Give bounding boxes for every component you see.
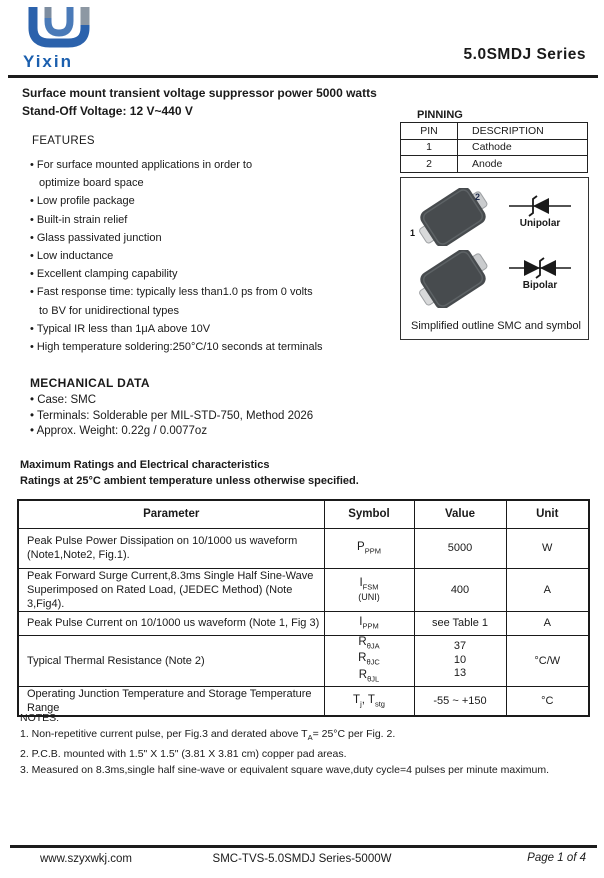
col-parameter: Parameter	[18, 500, 324, 528]
bipolar-label: Bipolar	[522, 280, 558, 291]
symbol-cell: $I_{FSM}$ (UNI)	[324, 568, 414, 611]
yixin-logo-icon	[22, 6, 98, 52]
notes-title: NOTES:	[20, 712, 60, 724]
pin-2-label: 2	[475, 192, 481, 202]
parameter-cell: Operating Junction Temperature and Storage Temperature Range	[18, 686, 324, 716]
bullet-icon: •	[30, 394, 35, 406]
value-cell: 37 10 13	[414, 635, 506, 686]
bullet-icon: •	[30, 195, 34, 208]
symbol-cell: $T_j$, $T_{stg}$	[324, 686, 414, 716]
bullet-icon: •	[30, 231, 34, 244]
ratings-heading	[20, 457, 359, 489]
col-value: Value	[414, 500, 506, 528]
symbol-cell: $P_{PPM}$	[324, 528, 414, 568]
pinning-header-row	[401, 123, 588, 140]
outline-box	[400, 177, 589, 340]
feature-line: • For surface mounted applications in order to	[30, 159, 253, 171]
unit-cell: °C/W	[506, 635, 589, 686]
value-cell: 400	[414, 568, 506, 611]
table-row	[18, 528, 589, 568]
smc-package-unipolar-image	[413, 188, 493, 246]
pinning-title: PINNING	[417, 109, 463, 121]
symbol-cell: $R_{\theta JA}$ $R_{\theta JC}$ $R_{\theta JL}$	[324, 635, 414, 686]
mechanical-item: • Approx. Weight: 0.22g / 0.0077oz	[30, 425, 208, 437]
pinning-table	[400, 122, 588, 173]
bullet-icon: •	[30, 425, 35, 437]
pinning-col-desc: DESCRIPTION	[458, 123, 588, 140]
pin-description: Anode	[458, 156, 588, 173]
feature-line: • Fast response time: typically less than1.0 ps from 0 volts	[30, 286, 313, 299]
table-row	[18, 611, 589, 635]
bullet-icon: •	[30, 268, 34, 281]
parameter-cell: Peak Pulse Power Dissipation on 10/1000 us waveform (Note1,Note2, Fig.1).	[18, 528, 324, 568]
bullet-icon: •	[30, 341, 34, 354]
notes-block	[20, 710, 549, 778]
pin-description: Cathode	[458, 139, 588, 156]
brand-text: Yixin	[23, 52, 73, 71]
feature-line: • Excellent clamping capability	[30, 268, 178, 281]
mechanical-title: MECHANICAL DATA	[30, 376, 150, 390]
smc-package-bipolar-image	[413, 250, 493, 308]
note-line-1: 1. Non-repetitive current pulse, per Fig.3 and derated above $T_A= 25^\circ C$ per Fig. 2.	[20, 728, 396, 743]
bullet-icon: •	[30, 286, 34, 299]
features-title: FEATURES	[32, 135, 95, 147]
pinning-row-1	[401, 139, 588, 156]
intro-line-1: Surface mount transient voltage suppressor power 5000 watts	[22, 86, 377, 100]
pin-number: 2	[401, 156, 458, 173]
note-line-2: 2. P.C.B. mounted with 1.5" X 1.5" (3.81 X 3.81 cm) copper pad areas.	[20, 748, 347, 761]
bullet-icon: •	[30, 213, 34, 226]
bipolar-diode-symbol-icon	[509, 257, 571, 279]
intro-block	[22, 85, 377, 120]
note-line-3: 3. Measured on 8.3ms,single half sine-wave or equivalent square wave,duty cycle=4 pulses per minute maximum.	[20, 764, 550, 777]
bullet-icon: •	[30, 250, 34, 263]
ratings-header-row	[18, 500, 589, 528]
mechanical-list	[30, 393, 313, 440]
parameter-cell: Peak Forward Surge Current,8.3ms Single Half Sine-Wave Superimposed on Rated Load, (JEDEC Method) (Note 3,Fig4).	[18, 568, 324, 611]
footer-page-number: Page 1 of 4	[527, 852, 586, 864]
footer-doc-id: SMC-TVS-5.0SMDJ Series-5000W	[212, 853, 392, 865]
feature-line: • Glass passivated junction	[30, 231, 162, 244]
parameter-cell: Peak Pulse Current on 10/1000 us waveform (Note 1, Fig 3)	[18, 611, 324, 635]
bullet-icon: •	[30, 322, 34, 335]
ratings-line-1: Maximum Ratings and Electrical characteristics	[20, 459, 270, 471]
unipolar-diode-symbol-icon	[509, 195, 571, 217]
ratings-table	[17, 499, 590, 717]
symbol-cell: $I_{PPM}$	[324, 611, 414, 635]
intro-line-2: Stand-Off Voltage: 12 V~440 V	[22, 103, 193, 118]
feature-line: • High temperature soldering:250°C/10 seconds at terminals	[30, 341, 323, 354]
feature-line: • Low inductance	[30, 250, 114, 263]
pin-number: 1	[401, 139, 458, 156]
feature-line: • Built-in strain relief	[30, 213, 128, 226]
feature-line: to BV for unidirectional types	[39, 304, 180, 317]
pinning-col-pin: PIN	[401, 123, 458, 140]
unipolar-label: Unipolar	[519, 218, 561, 229]
mechanical-item: • Case: SMC	[30, 394, 97, 406]
doc-title: 5.0SMDJ Series	[463, 46, 586, 63]
feature-line: • Low profile package	[30, 195, 135, 208]
bullet-icon: •	[30, 409, 35, 422]
value-cell: -55 ~ +150	[414, 686, 506, 716]
pin-1-label: 1	[410, 228, 416, 238]
col-unit: Unit	[506, 500, 589, 528]
footer-rule	[10, 845, 597, 848]
table-row	[18, 635, 589, 686]
ratings-line-2: Ratings at 25°C ambient temperature unless otherwise specified.	[20, 475, 359, 487]
pinning-row-2	[401, 156, 588, 173]
outline-caption: Simplified outline SMC and symbol	[411, 320, 581, 332]
feature-line: optimize board space	[39, 177, 144, 190]
value-cell: see Table 1	[414, 611, 506, 635]
bullet-icon: •	[30, 159, 34, 171]
parameter-cell: Typical Thermal Resistance (Note 2)	[18, 635, 324, 686]
value-cell: 5000	[414, 528, 506, 568]
features-list	[30, 156, 323, 356]
header-rule	[8, 75, 598, 78]
feature-line: • Typical IR less than 1μA above 10V	[30, 322, 211, 335]
unit-cell: A	[506, 568, 589, 611]
unit-cell: A	[506, 611, 589, 635]
table-row	[18, 568, 589, 611]
unit-cell: W	[506, 528, 589, 568]
unit-cell: °C	[506, 686, 589, 716]
mechanical-item: • Terminals: Solderable per MIL-STD-750, Method 2026	[30, 409, 314, 422]
col-symbol: Symbol	[324, 500, 414, 528]
footer-url: www.szyxwkj.com	[40, 853, 133, 865]
